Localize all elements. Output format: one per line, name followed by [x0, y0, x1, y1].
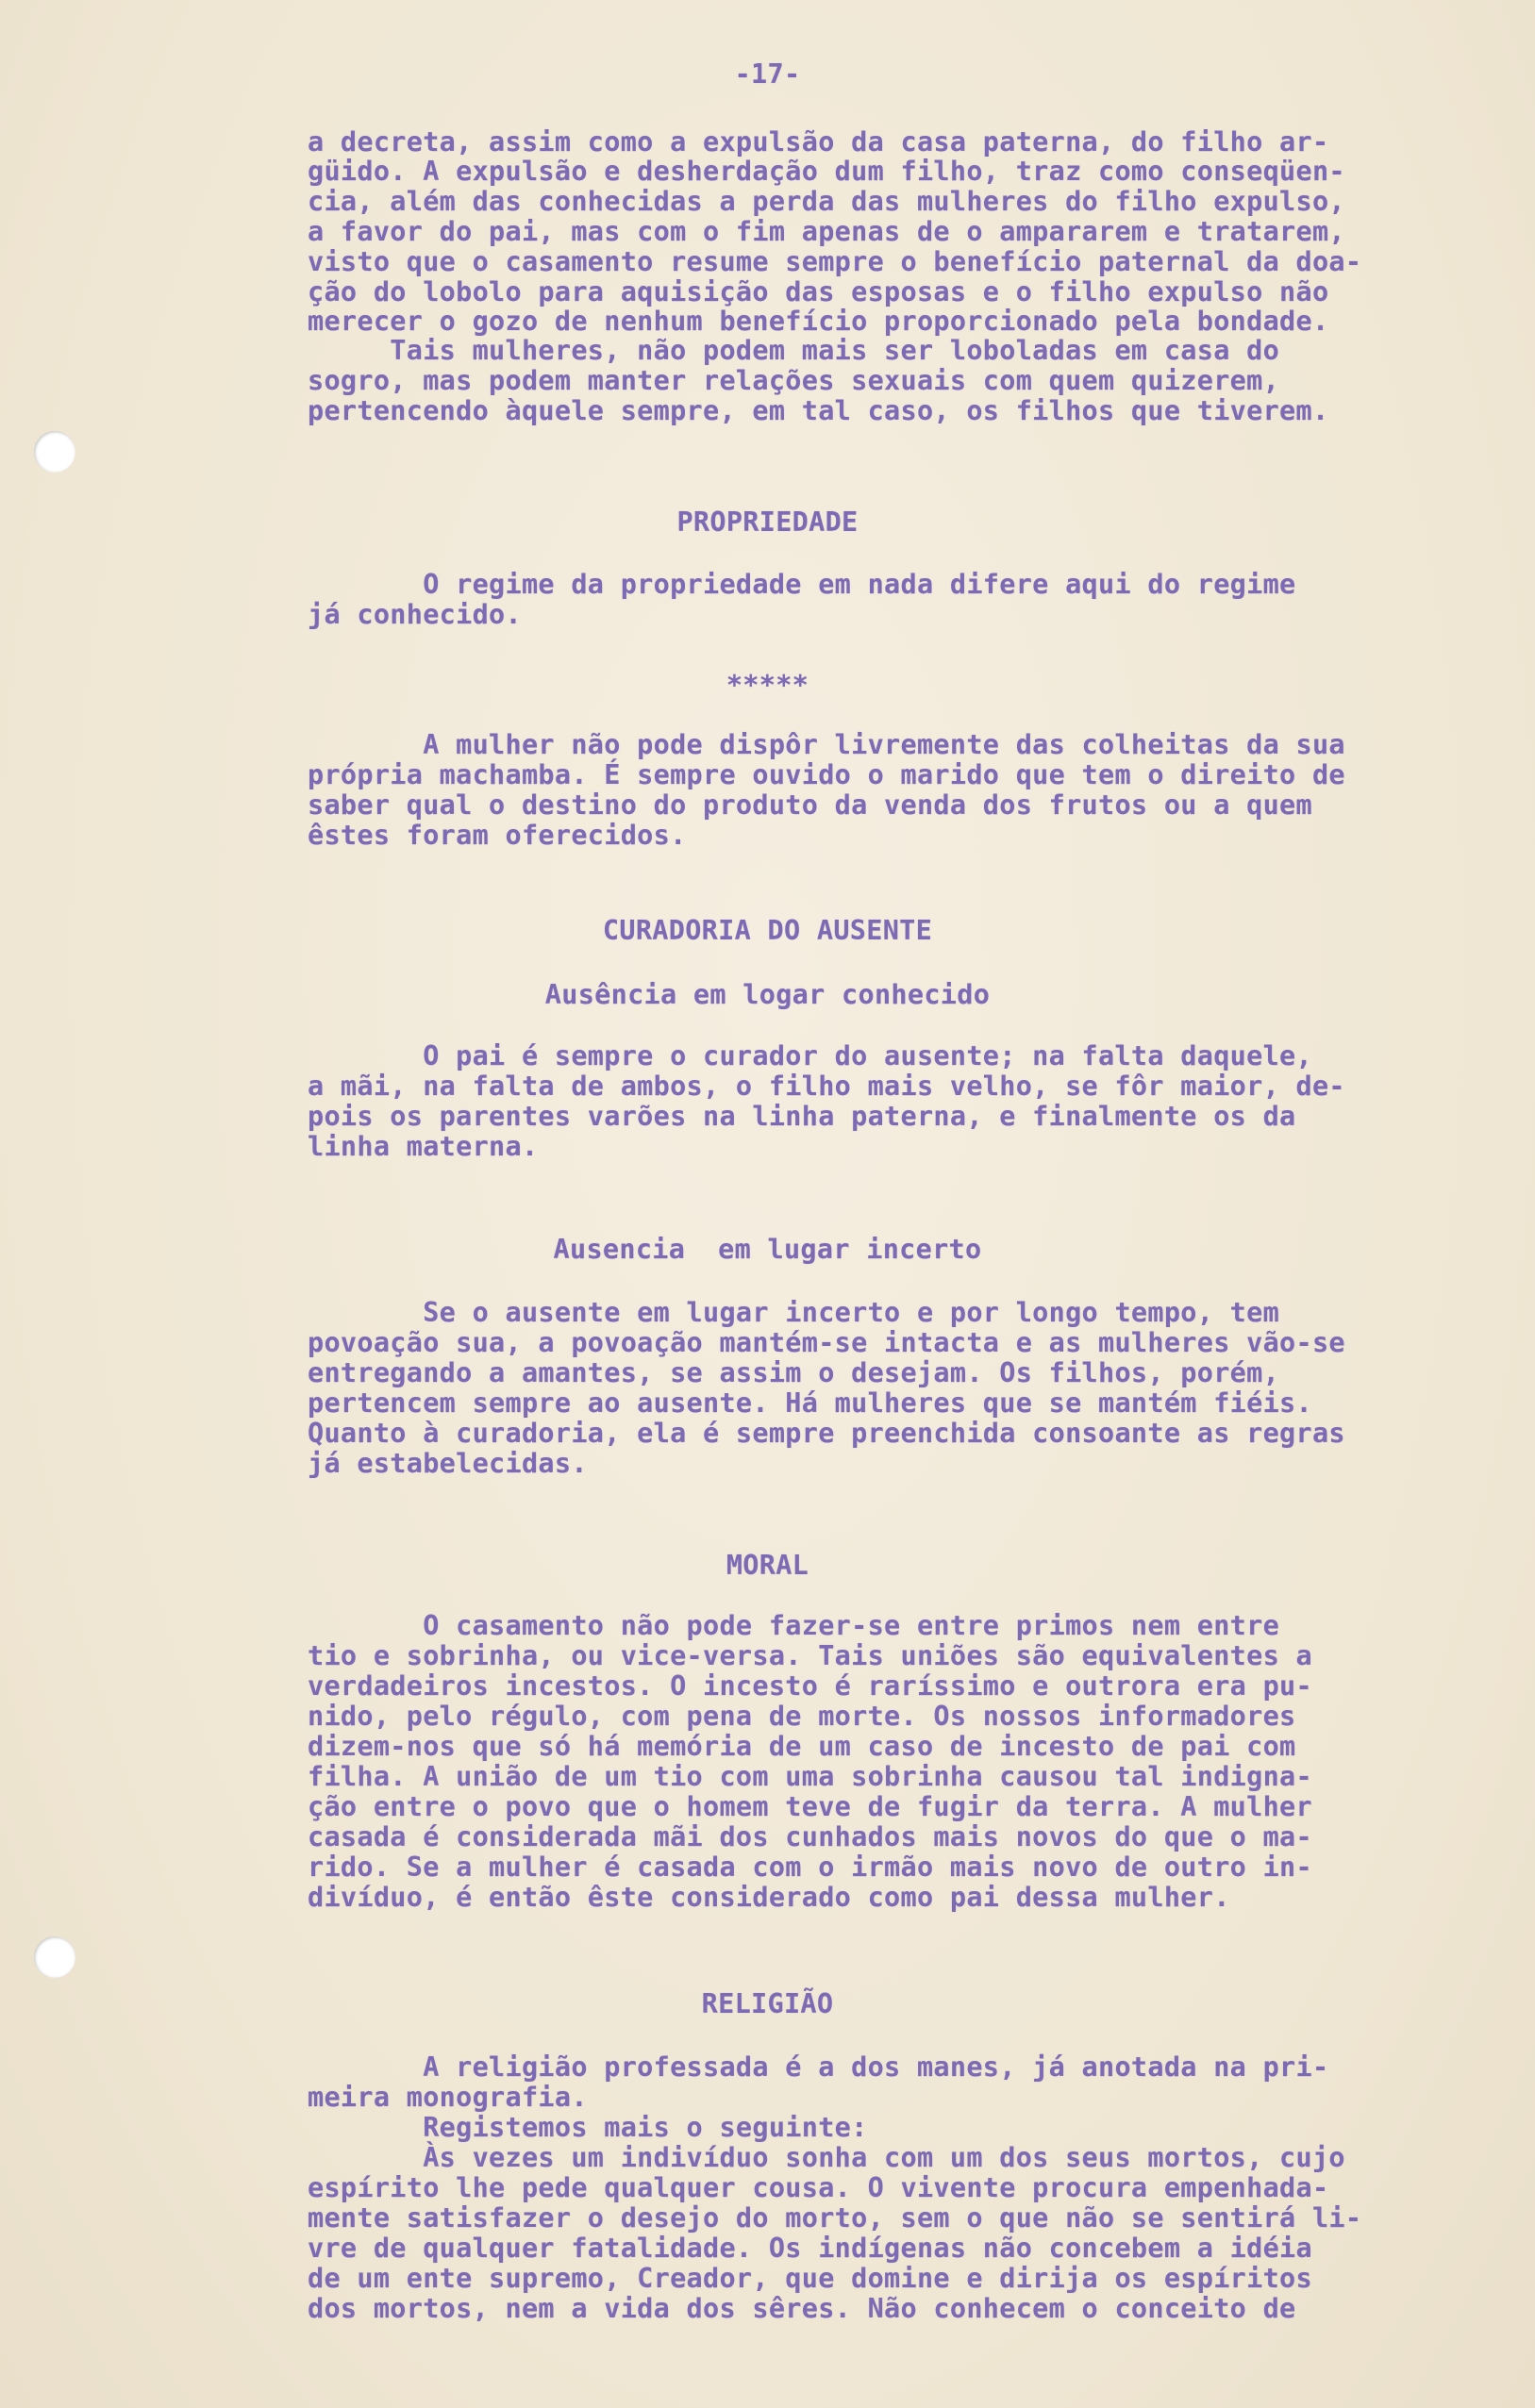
text-line: já conhecido.: [308, 599, 522, 630]
text-line: povoação sua, a povoação mantém-se intacta e as mulheres vão-se: [308, 1327, 1345, 1358]
section-heading: RELIGIÃO: [701, 1988, 834, 2019]
text-line: Quanto à curadoria, ela é sempre preenchida consoante as regras: [308, 1418, 1345, 1449]
text-line: vre de qualquer fatalidade. Os indígenas não concebem a idéia: [308, 2233, 1312, 2264]
punch-hole: [34, 1936, 75, 1978]
text-line: ção do lobolo para aquisição das esposas e o filho expulso não: [308, 276, 1329, 307]
text-line: verdadeiros incestos. O incesto é raríssimo e outrora era pu-: [308, 1670, 1312, 1702]
text-line: A religião professada é a dos manes, já anotada na pri-: [308, 2051, 1329, 2083]
text-line: já estabelecidas.: [308, 1448, 588, 1479]
section-heading: CURADORIA DO AUSENTE: [602, 915, 933, 946]
text-line: Tais mulheres, não podem mais ser loboladas em casa do: [308, 335, 1280, 366]
page-number: -17-: [734, 58, 801, 90]
text-line: própria machamba. É sempre ouvido o marido que tem o direito de: [308, 759, 1345, 790]
text-line: saber qual o destino do produto da venda dos frutos ou a quem: [308, 789, 1312, 821]
text-line: linha materna.: [308, 1131, 539, 1162]
text-line: entregando a amantes, se assim o desejam. Os filhos, porém,: [308, 1357, 1280, 1388]
subsection-heading: Ausencia em lugar incerto: [553, 1234, 982, 1265]
text-line: a decreta, assim como a expulsão da casa paterna, do filho ar-: [308, 126, 1329, 158]
text-line: de um ente supremo, Creador, que domine e dirija os espíritos: [308, 2263, 1312, 2294]
punch-hole: [34, 431, 75, 473]
text-line: a mãi, na falta de ambos, o filho mais velho, se fôr maior, de-: [308, 1071, 1345, 1102]
section-heading: MORAL: [726, 1550, 809, 1581]
text-line: O casamento não pode fazer-se entre primos nem entre: [308, 1610, 1280, 1641]
text-line: Registemos mais o seguinte:: [308, 2112, 868, 2143]
text-line: espírito lhe pede qualquer cousa. O vivente procura empenhada-: [308, 2172, 1329, 2203]
text-line: filha. A união de um tio com uma sobrinha causou tal indigna-: [308, 1761, 1312, 1792]
text-line: dizem-nos que só há memória de um caso de incesto de pai com: [308, 1731, 1296, 1762]
text-line: a favor do pai, mas com o fim apenas de o ampararem e tratarem,: [308, 216, 1345, 247]
text-line: rido. Se a mulher é casada com o irmão mais novo de outro in-: [308, 1852, 1312, 1883]
text-line: pertencendo àquele sempre, em tal caso, os filhos que tiverem.: [308, 395, 1329, 426]
text-line: O pai é sempre o curador do ausente; na falta daquele,: [308, 1040, 1312, 1071]
text-line: cia, além das conhecidas a perda das mulheres do filho expulso,: [308, 186, 1345, 217]
text-line: divíduo, é então êste considerado como pai dessa mulher.: [308, 1882, 1230, 1913]
text-line: merecer o gozo de nenhum benefício proporcionado pela bondade.: [308, 306, 1329, 337]
text-line: güido. A expulsão e desherdação dum filho, traz como conseqüen-: [308, 156, 1345, 187]
text-line: meira monografia.: [308, 2082, 588, 2113]
text-line: pois os parentes varões na linha paterna, e finalmente os da: [308, 1101, 1296, 1132]
section-heading: PROPRIEDADE: [676, 507, 859, 538]
text-line: sogro, mas podem manter relações sexuais com quem quizerem,: [308, 365, 1280, 396]
text-line: Às vezes um indivíduo sonha com um dos seus mortos, cujo: [308, 2142, 1345, 2173]
text-line: êstes foram oferecidos.: [308, 820, 687, 851]
text-line: pertencem sempre ao ausente. Há mulheres que se mantém fiéis.: [308, 1387, 1312, 1419]
text-line: mente satisfazer o desejo do morto, sem o que não se sentirá li-: [308, 2202, 1362, 2234]
text-line: A mulher não pode dispôr livremente das colheitas da sua: [308, 729, 1345, 760]
text-line: nido, pelo régulo, com pena de morte. Os nossos informadores: [308, 1701, 1296, 1732]
text-line: dos mortos, nem a vida dos sêres. Não conhecem o conceito de: [308, 2293, 1296, 2324]
text-line: O regime da propriedade em nada difere aqui do regime: [308, 569, 1296, 600]
separator-asterisks: *****: [726, 670, 809, 701]
text-line: Se o ausente em lugar incerto e por longo tempo, tem: [308, 1297, 1280, 1328]
subsection-heading: Ausência em logar conhecido: [544, 979, 991, 1010]
text-line: visto que o casamento resume sempre o benefício paternal da doa-: [308, 246, 1362, 277]
text-line: casada é considerada mãi dos cunhados mais novos do que o ma-: [308, 1821, 1312, 1852]
text-line: tio e sobrinha, ou vice-versa. Tais uniões são equivalentes a: [308, 1640, 1312, 1671]
text-line: ção entre o povo que o homem teve de fugir da terra. A mulher: [308, 1791, 1312, 1822]
